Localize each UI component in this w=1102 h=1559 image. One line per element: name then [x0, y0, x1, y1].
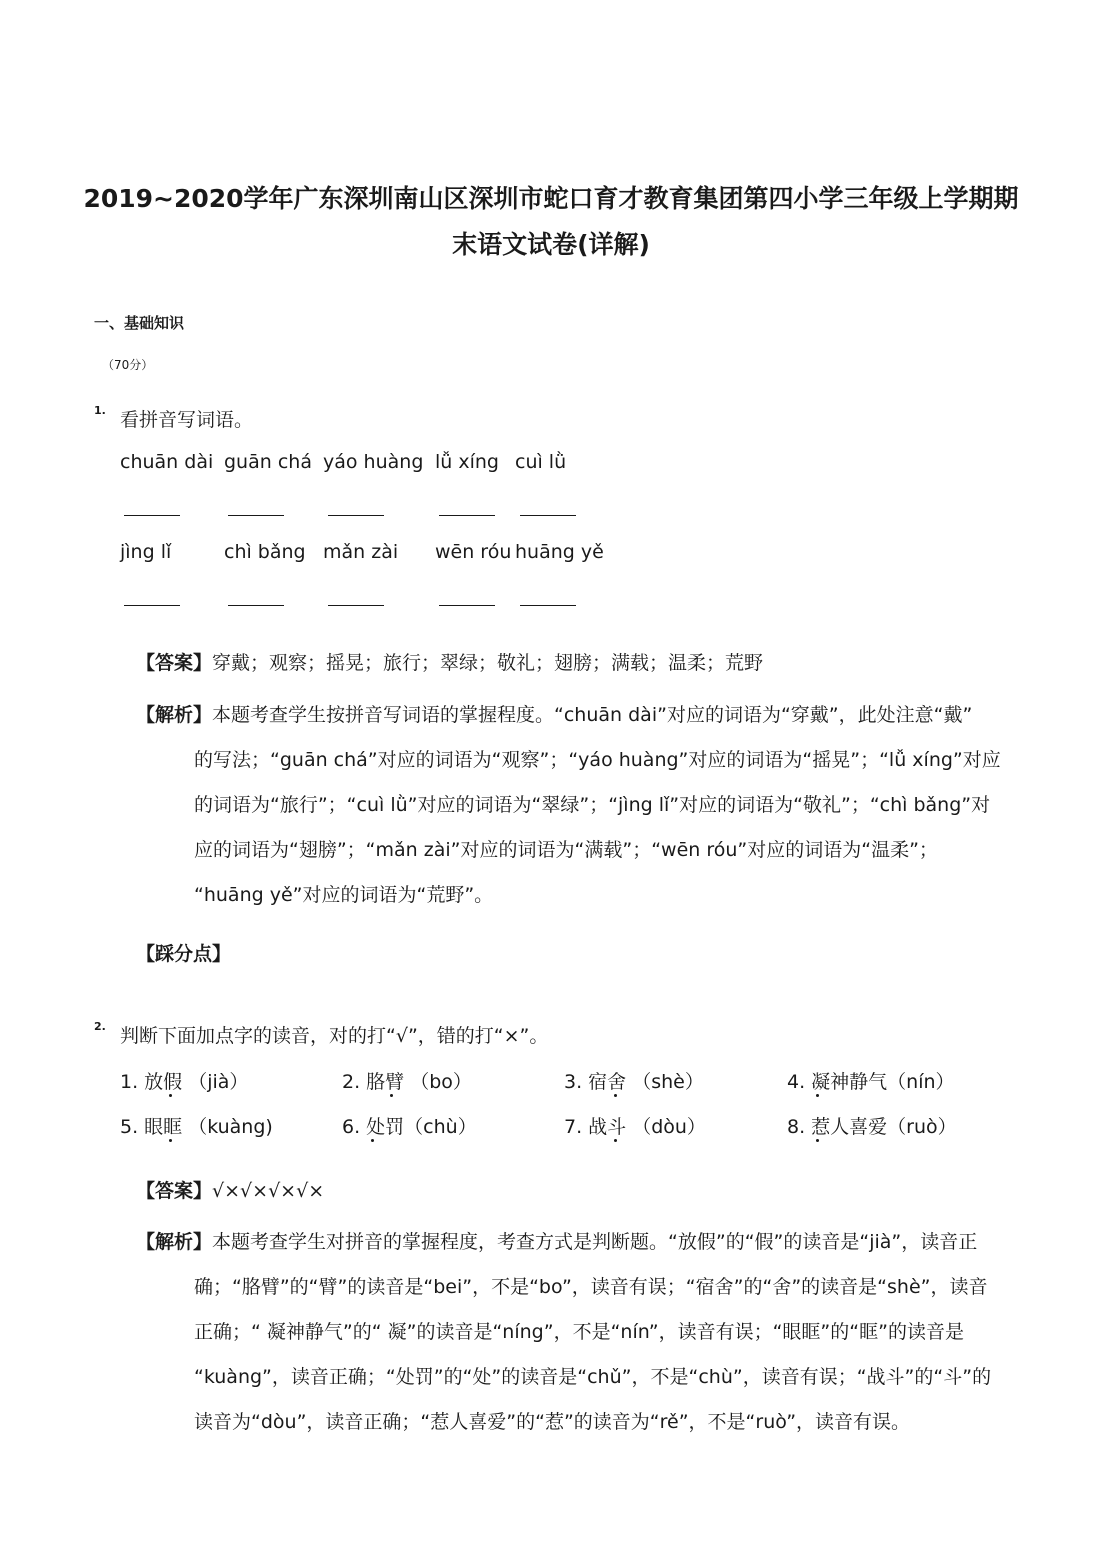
- reading-item: 2. 胳臂 （bo）: [342, 1071, 472, 1093]
- emphasis-dot: [614, 1094, 617, 1097]
- answer-blank[interactable]: [124, 515, 180, 516]
- pinyin-item: huāng yě: [515, 541, 604, 563]
- title-line-2: 末语文试卷(详解): [452, 230, 650, 259]
- answer-blank[interactable]: [520, 515, 576, 516]
- answer-tag: 【答案】: [136, 1180, 213, 1202]
- pinyin-item: wēn róu: [435, 541, 512, 563]
- answer-blank[interactable]: [439, 515, 495, 516]
- reading-item: 6. 处罚（chù）: [342, 1116, 477, 1138]
- explanation-line: 确；“胳臂”的“臂”的读音是“bei”，不是“bo”，读音有误；“宿舍”的“舍”的读音是“shè”，读音: [194, 1276, 988, 1298]
- section-score: （70分）: [102, 358, 154, 372]
- answer-blank[interactable]: [328, 515, 384, 516]
- answer-blank[interactable]: [124, 605, 180, 606]
- explanation-tag: 【解析】: [136, 1231, 213, 1253]
- pinyin-item: mǎn zài: [323, 541, 399, 563]
- section-heading: 一、基础知识: [94, 314, 185, 332]
- explanation-line: “huāng yě”对应的词语为“荒野”。: [194, 884, 494, 906]
- answer-blank[interactable]: [328, 605, 384, 606]
- pinyin-item: yáo huàng: [323, 451, 424, 473]
- pinyin-item: guān chá: [224, 451, 312, 473]
- reading-item: 4. 凝神静气（nín）: [787, 1071, 955, 1093]
- explanation-line: 读音为“dòu”，读音正确；“惹人喜爱”的“惹”的读音为“rě”，不是“ruò”，读音有误。: [194, 1411, 911, 1433]
- answer-blank[interactable]: [520, 605, 576, 606]
- question-2-prompt: 判断下面加点字的读音，对的打“√”，错的打“×”。: [120, 1025, 549, 1047]
- emphasis-dot: [816, 1094, 819, 1097]
- emphasis-dot: [390, 1094, 393, 1097]
- pinyin-item: chì bǎng: [224, 541, 306, 563]
- question-2-answer: [136, 1176, 324, 1203]
- explanation-line: 的词语为“旅行”；“cuì lǜ”对应的词语为“翠绿”；“jìng lǐ”对应的词语为“敬礼”；“chì bǎng”对: [194, 794, 991, 816]
- question-1-scoring-points: [136, 939, 231, 966]
- question-1-number: 1.: [94, 404, 106, 417]
- pinyin-item: jìng lǐ: [120, 541, 172, 563]
- answer-blank[interactable]: [228, 605, 284, 606]
- emphasis-dot: [169, 1139, 172, 1142]
- emphasis-dot: [371, 1139, 374, 1142]
- explanation-line: 应的词语为“翅膀”；“mǎn zài”对应的词语为“满载”；“wēn róu”对应的词语为“温柔”；: [194, 839, 938, 861]
- title-line-1: 2019~2020学年广东深圳南山区深圳市蛇口育才教育集团第四小学三年级上学期期: [83, 184, 1019, 213]
- emphasis-dot: [614, 1139, 617, 1142]
- scoring-points-tag: 【踩分点】: [136, 943, 232, 965]
- question-1-explanation: [136, 693, 1006, 918]
- explanation-line: 正确；“ 凝神静气”的“ 凝”的读音是“níng”，不是“nín”，读音有误；“眼眶”的“眶”的读音是: [194, 1321, 964, 1343]
- explanation-tag: 【解析】: [136, 704, 213, 726]
- explanation-line: 【解析】本题考查学生对拼音的掌握程度，考查方式是判断题。“放假”的“假”的读音是“jià”，读音正: [136, 1231, 978, 1253]
- answer-text: √×√×√×√×: [212, 1180, 325, 1202]
- pinyin-item: cuì lǜ: [515, 451, 567, 473]
- pinyin-item: lǚ xíng: [435, 451, 499, 473]
- question-2-explanation: [136, 1220, 1006, 1445]
- answer-blank[interactable]: [439, 605, 495, 606]
- reading-item: 3. 宿舍 （shè）: [564, 1071, 704, 1093]
- reading-item: 1. 放假 （jià）: [120, 1071, 249, 1093]
- explanation-line: “kuàng”，读音正确；“处罚”的“处”的读音是“chǔ”，不是“chù”，读音有误；“战斗”的“斗”的: [194, 1366, 992, 1388]
- answer-blank[interactable]: [228, 515, 284, 516]
- reading-item: 8. 惹人喜爱（ruò）: [787, 1116, 957, 1138]
- explanation-line: 【解析】本题考查学生按拼音写词语的掌握程度。“chuān dài”对应的词语为“穿戴”，此处注意“戴”: [136, 704, 973, 726]
- question-2-number: 2.: [94, 1020, 106, 1033]
- answer-tag: 【答案】: [136, 652, 213, 674]
- emphasis-dot: [169, 1094, 172, 1097]
- emphasis-dot: [816, 1139, 819, 1142]
- reading-item: 7. 战斗 （dòu）: [564, 1116, 706, 1138]
- pinyin-item: chuān dài: [120, 451, 214, 473]
- reading-item: 5. 眼眶 （kuàng): [120, 1116, 273, 1138]
- answer-text: 穿戴；观察；摇晃；旅行；翠绿；敬礼；翅膀；满载；温柔；荒野: [212, 652, 764, 674]
- question-1-prompt: 看拼音写词语。: [120, 409, 254, 431]
- document-title: [60, 176, 1042, 268]
- question-1-answer: [136, 648, 763, 675]
- explanation-line: 的写法；“guān chá”对应的词语为“观察”；“yáo huàng”对应的词语为“摇晃”；“lǚ xíng”对应: [194, 749, 1001, 771]
